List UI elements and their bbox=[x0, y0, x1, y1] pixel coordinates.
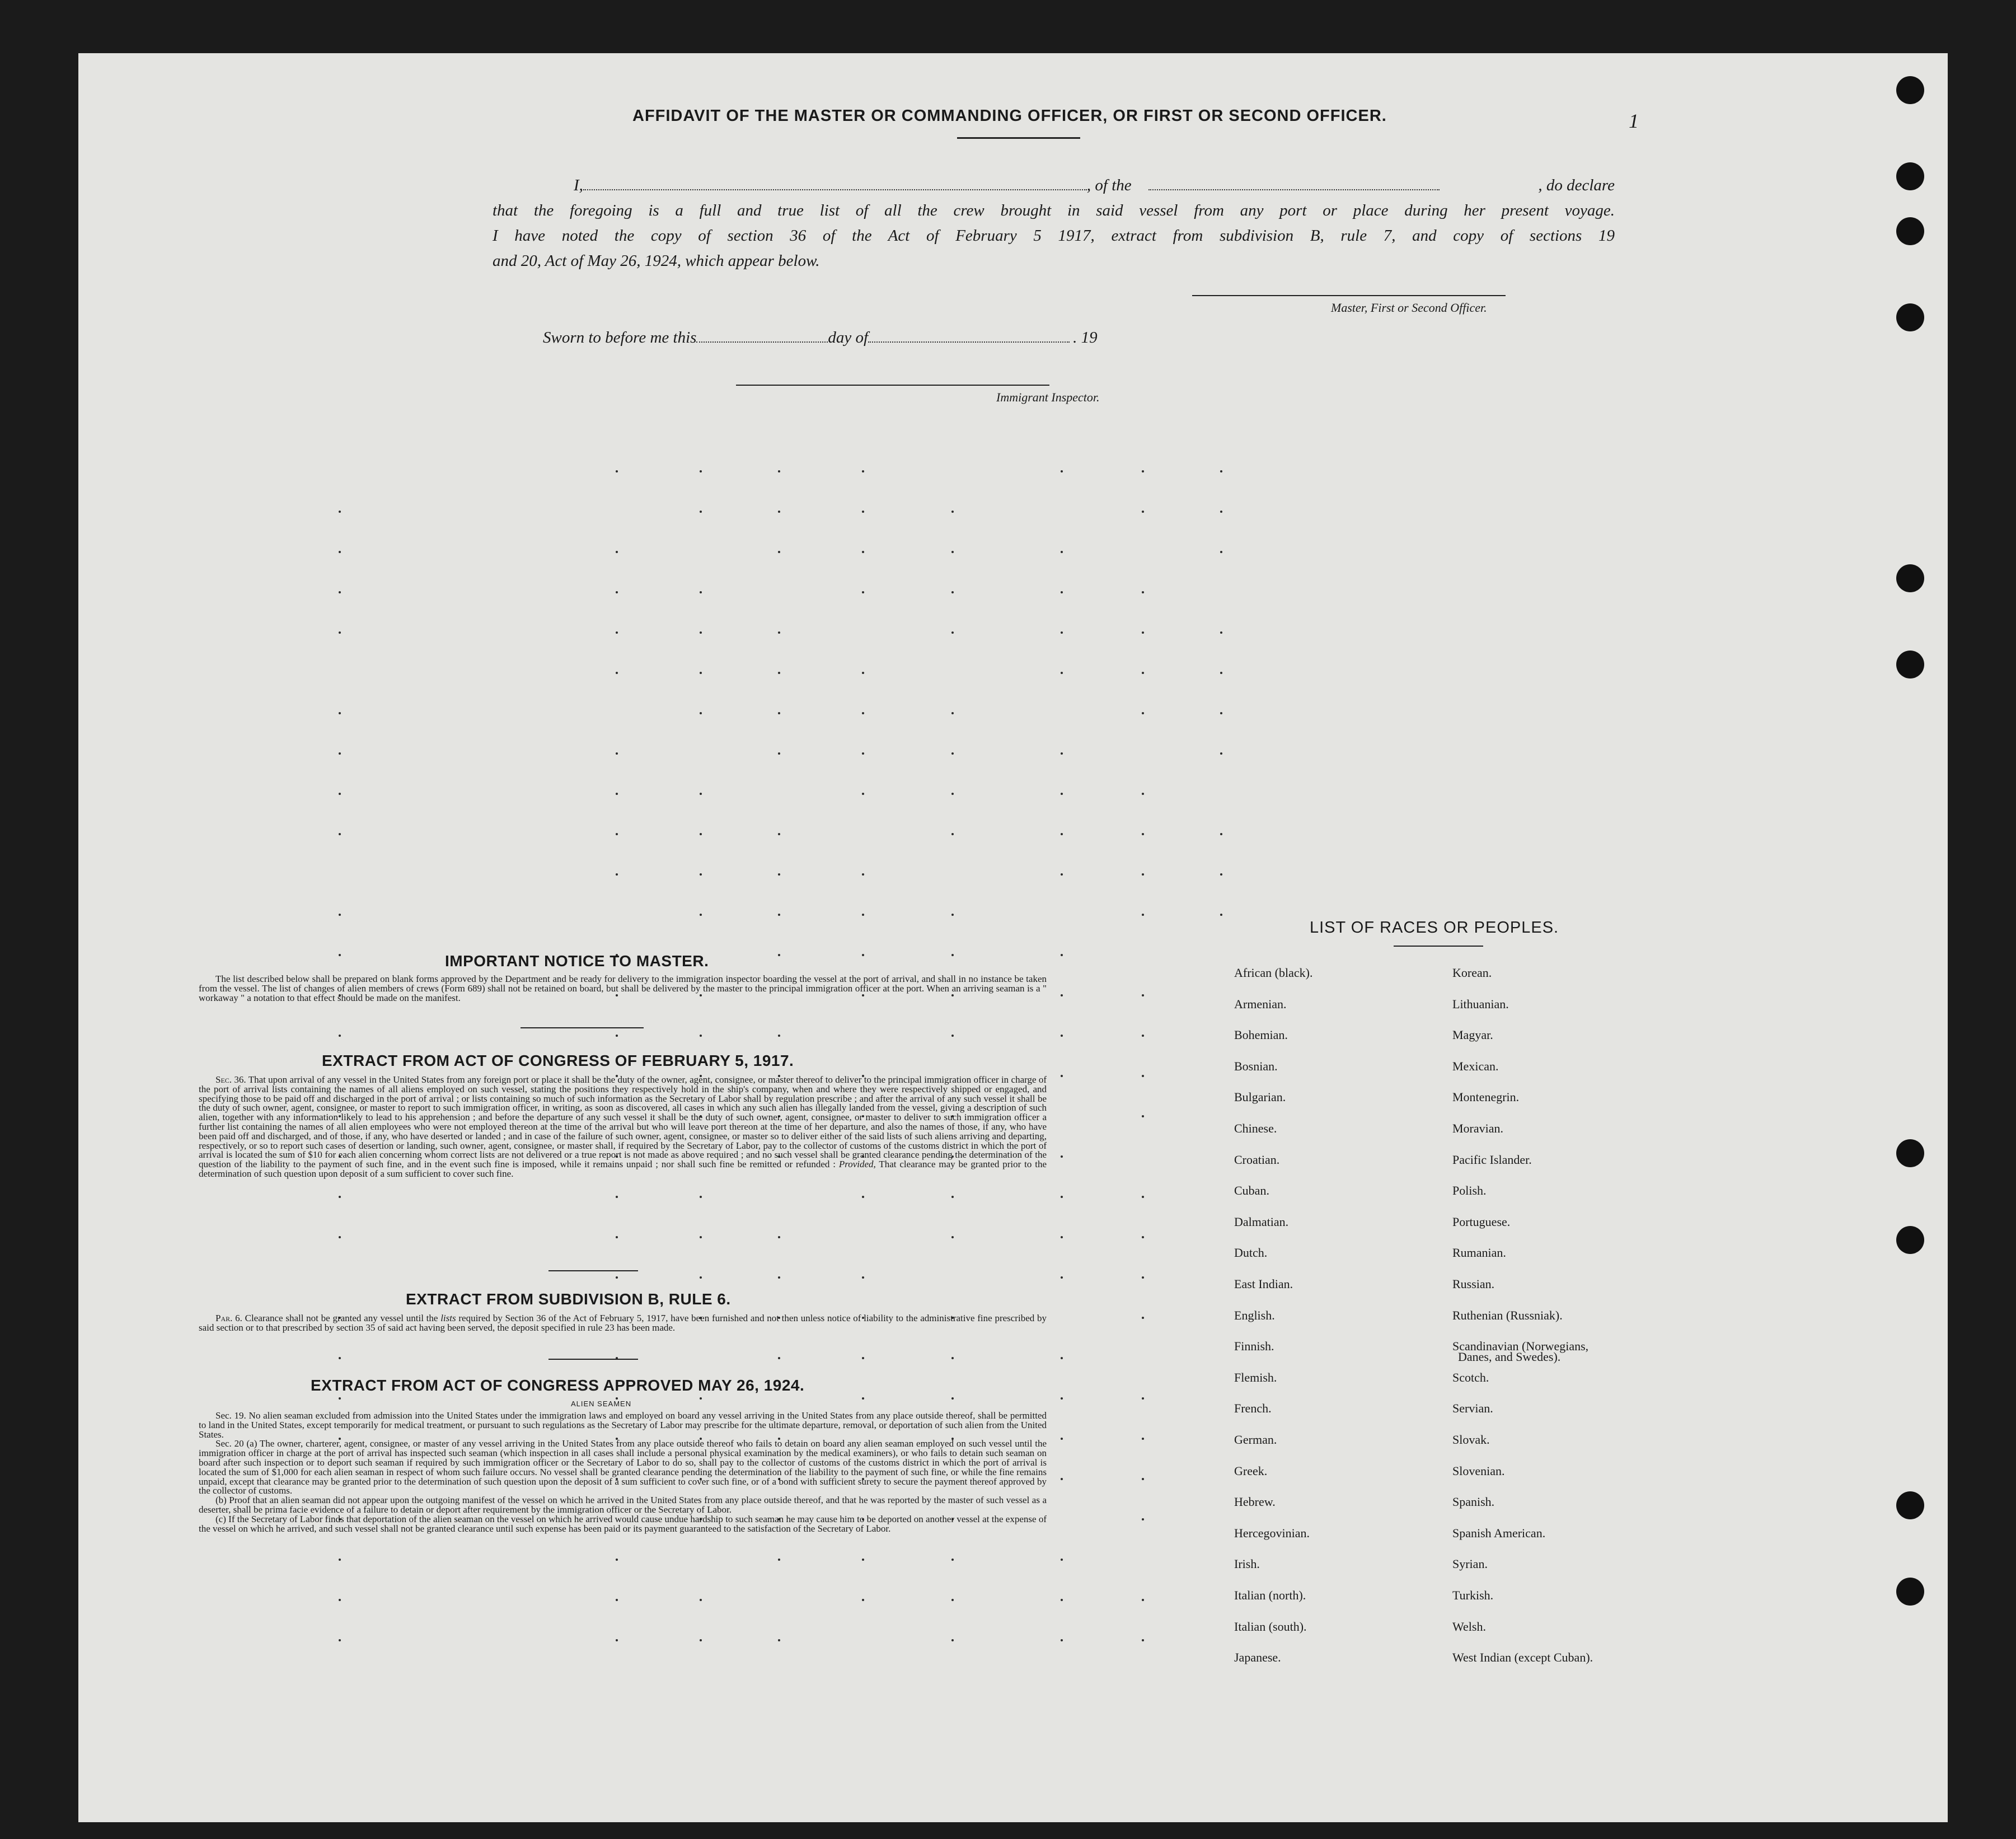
guide-dot bbox=[1142, 712, 1144, 714]
guide-dot bbox=[951, 591, 954, 593]
guide-dot bbox=[700, 793, 702, 795]
guide-dot bbox=[1220, 752, 1222, 755]
extract-1917-title: EXTRACT FROM ACT OF CONGRESS OF FEBRUARY 5, 1917. bbox=[322, 1052, 794, 1069]
guide-dot bbox=[1142, 511, 1144, 513]
guide-dot bbox=[778, 1236, 780, 1238]
race-item: West Indian (except Cuban). bbox=[1452, 1650, 1593, 1665]
guide-dot bbox=[700, 1599, 702, 1601]
race-item: African (black). bbox=[1234, 966, 1313, 980]
guide-dot bbox=[862, 1599, 864, 1601]
guide-dot bbox=[862, 752, 864, 755]
guide-dot bbox=[1220, 631, 1222, 634]
race-item: French. bbox=[1234, 1401, 1272, 1416]
notice-title: IMPORTANT NOTICE TO MASTER. bbox=[445, 952, 709, 970]
guide-dot bbox=[951, 793, 954, 795]
guide-dot bbox=[1142, 1035, 1144, 1037]
guide-dot bbox=[778, 672, 780, 674]
race-item: Cuban. bbox=[1234, 1183, 1269, 1198]
guide-dot bbox=[862, 1397, 864, 1400]
guide-dot bbox=[1061, 833, 1063, 835]
guide-dot bbox=[778, 833, 780, 835]
sworn-line bbox=[543, 329, 1098, 347]
extract-1917-text: That upon arrival of any vessel in the United States from any foreign port or place it shall be the duty of the owner, agent, consignee, or master thereof to deliver to the principal immigration officer in charge of the port of arrival lists containing the names of all aliens employed on such vessel, stating the positions they respectively hold in the ship's company, when and where they were respectively shipped or engaged, and specifying those to be paid off and discharged in the port of arrival ; or lists containing so much of such information as the Secretary of Labor shall by regulation prescribe ; and after the arrival of any such vessel it shall be the duty of such owner, agent, consignee, or master to report to such immigration officer, in writing, as soon as discovered, all cases in which any such alien has illegally landed from the vessel, giving a description of such alien, together with any information likely to lead to his apprehension ; and before the departure of any such vessel it shall be the duty of such owner, agent, consignee, or master to deliver to such immigration officer a further list containing the names of all alien employees who were not employed thereon at the time of the arrival but who will leave port thereon at the time of her departure, and also the names of those, if any, who have been paid off and discharged, and of those, if any, who have deserted or landed ; and in case of the failure of such owner, agent, consignee, or master so to deliver either of the said lists of such aliens arriving and departing, respectively, or so to report such cases of desertion or landing, such owner, agent, consignee, or master shall, if required by the Secretary of Labor, pay to the collector of customs of the customs district in which the port of arrival is located the sum of $10 for each alien concerning whom correct lists are not delivered or a true report is not made as above required ; and no such vessel shall be granted clearance pending the determination of the question of the liability to the payment of such fine, and in the event such fine is imposed, while it remains unpaid ; nor shall such fine be remitted or refunded : bbox=[199, 1074, 1047, 1170]
guide-dot bbox=[1061, 1478, 1063, 1480]
punch-hole bbox=[1896, 303, 1924, 331]
extract-1917-body bbox=[199, 1075, 1047, 1179]
race-item: Irish. bbox=[1234, 1557, 1260, 1571]
race-item: Italian (north). bbox=[1234, 1588, 1306, 1602]
race-item: Dutch. bbox=[1234, 1246, 1268, 1260]
race-item: Lithuanian. bbox=[1452, 996, 1509, 1011]
race-item: Rumanian. bbox=[1452, 1246, 1506, 1260]
race-item: Magyar. bbox=[1452, 1028, 1493, 1042]
extract-1924-subtitle: ALIEN SEAMEN bbox=[571, 1400, 632, 1408]
races-title-underline bbox=[1394, 946, 1483, 947]
guide-dot bbox=[1142, 1196, 1144, 1198]
guide-dot bbox=[700, 1236, 702, 1238]
guide-dot bbox=[951, 1599, 954, 1601]
sworn-text: Sworn to before me this bbox=[543, 329, 697, 347]
guide-dot bbox=[1142, 1478, 1144, 1480]
guide-dot bbox=[951, 712, 954, 714]
guide-dot bbox=[862, 914, 864, 916]
race-item: Moravian. bbox=[1452, 1121, 1504, 1135]
guide-dot bbox=[1142, 1276, 1144, 1279]
guide-dot bbox=[778, 1035, 780, 1037]
guide-dot bbox=[1220, 873, 1222, 876]
guide-dot bbox=[1061, 1357, 1063, 1359]
guide-dot bbox=[616, 793, 618, 795]
guide-dot bbox=[1061, 591, 1063, 593]
sworn-month-field[interactable] bbox=[868, 331, 1070, 343]
guide-dot bbox=[700, 672, 702, 674]
guide-dot bbox=[1061, 631, 1063, 634]
guide-dot bbox=[1142, 1236, 1144, 1238]
guide-dot bbox=[616, 631, 618, 634]
guide-dot bbox=[778, 511, 780, 513]
guide-dot bbox=[339, 1639, 341, 1641]
race-item: Turkish. bbox=[1452, 1588, 1494, 1602]
guide-dot bbox=[339, 1559, 341, 1561]
race-item: German. bbox=[1234, 1433, 1277, 1447]
guide-dot bbox=[951, 1397, 954, 1400]
extract-1917-provided: Provided, bbox=[838, 1159, 876, 1170]
vessel-name-field[interactable] bbox=[1148, 179, 1440, 190]
guide-dot bbox=[1220, 551, 1222, 553]
guide-dot bbox=[862, 470, 864, 472]
guide-dot bbox=[778, 873, 780, 876]
guide-dot bbox=[778, 1559, 780, 1561]
guide-dot bbox=[616, 1236, 618, 1238]
extract-1917-text-end: That clearance may be granted prior to the determination of such question upon deposit of a sum sufficient to cover such fine. bbox=[199, 1159, 1047, 1179]
guide-dot bbox=[700, 833, 702, 835]
extract-1924-sec20b: (b) Proof that an alien seaman did not appear upon the outgoing manifest of the vessel on which he arrived in the United States from any place outside thereof, and that he was reported by the master of such vessel as a deserter, shall be prima facie evidence of a failure to detain or deport after requirement by the immigration officer or the Secretary of Labor. bbox=[199, 1495, 1047, 1515]
guide-dot bbox=[951, 1196, 954, 1198]
race-item: Russian. bbox=[1452, 1277, 1495, 1291]
guide-dot bbox=[339, 833, 341, 835]
guide-dot bbox=[1061, 1236, 1063, 1238]
race-item: Welsh. bbox=[1452, 1619, 1486, 1634]
guide-dot bbox=[862, 1357, 864, 1359]
extract-1924-body bbox=[199, 1411, 1047, 1533]
guide-dot bbox=[1142, 1518, 1144, 1520]
guide-dot bbox=[778, 752, 780, 755]
guide-dot bbox=[1142, 470, 1144, 472]
guide-dot bbox=[1061, 1196, 1063, 1198]
race-item: Syrian. bbox=[1452, 1557, 1488, 1571]
race-item: Slovak. bbox=[1452, 1433, 1490, 1447]
guide-dot bbox=[700, 1196, 702, 1198]
guide-dot bbox=[339, 712, 341, 714]
guide-dot bbox=[1220, 511, 1222, 513]
race-item: Slovenian. bbox=[1452, 1463, 1505, 1478]
race-item: Montenegrin. bbox=[1452, 1090, 1520, 1105]
day-of-text: day of bbox=[828, 329, 869, 347]
race-item: East Indian. bbox=[1234, 1277, 1293, 1291]
guide-dot bbox=[1220, 470, 1222, 472]
race-item: Pacific Islander. bbox=[1452, 1152, 1532, 1167]
affidavit-title: AFFIDAVIT OF THE MASTER OR COMMANDING OFFICER, OR FIRST OR SECOND OFFICER. bbox=[632, 107, 1387, 125]
race-scandinavian-continued: Danes, and Swedes). bbox=[1458, 1350, 1561, 1364]
guide-dot bbox=[339, 1035, 341, 1037]
guide-dot bbox=[1061, 1639, 1063, 1641]
extract-b-text-a: Clearance shall not be granted any vessel until the bbox=[245, 1313, 438, 1323]
guide-dot bbox=[339, 1196, 341, 1198]
guide-dot bbox=[1061, 551, 1063, 553]
guide-dot bbox=[700, 914, 702, 916]
guide-dot bbox=[1061, 873, 1063, 876]
affidavit-declaration bbox=[493, 173, 1615, 274]
race-item: Ruthenian (Russniak). bbox=[1452, 1308, 1563, 1322]
punch-hole bbox=[1896, 651, 1924, 678]
inspector-label: Immigrant Inspector. bbox=[996, 390, 1100, 404]
guide-dot bbox=[339, 752, 341, 755]
guide-dot bbox=[1061, 752, 1063, 755]
guide-dot bbox=[778, 954, 780, 956]
race-item: Croatian. bbox=[1234, 1152, 1280, 1167]
race-item: Bohemian. bbox=[1234, 1028, 1288, 1042]
extract-b-title: EXTRACT FROM SUBDIVISION B, RULE 6. bbox=[406, 1290, 731, 1308]
guide-dot bbox=[862, 793, 864, 795]
guide-dot bbox=[862, 591, 864, 593]
guide-dot bbox=[700, 631, 702, 634]
punch-hole bbox=[1896, 564, 1924, 592]
guide-dot bbox=[1220, 833, 1222, 835]
guide-dot bbox=[1061, 793, 1063, 795]
inspector-signature-line[interactable] bbox=[736, 385, 1049, 386]
guide-dot bbox=[951, 752, 954, 755]
punch-hole bbox=[1896, 1139, 1924, 1167]
guide-dot bbox=[1220, 712, 1222, 714]
punch-hole bbox=[1896, 1226, 1924, 1254]
guide-dot bbox=[1061, 470, 1063, 472]
guide-dot bbox=[700, 873, 702, 876]
race-item: Korean. bbox=[1452, 966, 1492, 980]
guide-dot bbox=[1061, 672, 1063, 674]
guide-dot bbox=[862, 1196, 864, 1198]
declaration-of-the: , of the bbox=[1086, 176, 1132, 194]
guide-dot bbox=[951, 1559, 954, 1561]
guide-dot bbox=[616, 752, 618, 755]
guide-dot bbox=[778, 1357, 780, 1359]
guide-dot bbox=[951, 511, 954, 513]
extract-1924-sec19: Sec. 19. No alien seaman excluded from admission into the United States under the immigration laws and employed on board any vessel arriving in the United States from any place outside thereof, shall be permitted to land in the United States, except temporarily for medical treatment, or pursuant to such regulations as the Secretary of Labor may prescribe for the ultimate departure, removal, or deportation of such alien from the United States. bbox=[199, 1410, 1047, 1440]
master-signature-line[interactable] bbox=[1192, 295, 1506, 296]
race-item: Bulgarian. bbox=[1234, 1090, 1286, 1105]
guide-dot bbox=[862, 672, 864, 674]
guide-dot bbox=[1142, 1317, 1144, 1319]
guide-dot bbox=[339, 511, 341, 513]
guide-dot bbox=[1061, 1276, 1063, 1279]
race-item: Armenian. bbox=[1234, 996, 1287, 1011]
guide-dot bbox=[616, 1559, 618, 1561]
guide-dot bbox=[862, 954, 864, 956]
punch-hole bbox=[1896, 162, 1924, 190]
guide-dot bbox=[951, 1035, 954, 1037]
extract-b-divider bbox=[548, 1359, 638, 1360]
guide-dot bbox=[700, 1276, 702, 1279]
extract-1924-title: EXTRACT FROM ACT OF CONGRESS APPROVED MAY 26, 1924. bbox=[311, 1377, 805, 1394]
race-item: Spanish American. bbox=[1452, 1526, 1546, 1540]
guide-dot bbox=[951, 631, 954, 634]
guide-dot bbox=[339, 591, 341, 593]
guide-dot bbox=[700, 1639, 702, 1641]
race-item: Greek. bbox=[1234, 1463, 1268, 1478]
title-underline bbox=[957, 137, 1080, 139]
guide-dot bbox=[1220, 672, 1222, 674]
extract-1917-section: Sec. 36. bbox=[215, 1074, 246, 1085]
declaration-i: I, bbox=[574, 176, 583, 194]
race-item: Polish. bbox=[1452, 1183, 1487, 1198]
guide-dot bbox=[339, 954, 341, 956]
extract-1924-sec20c: (c) If the Secretary of Labor finds that deportation of the alien seaman on the vessel on which he arrived would cause undue hardship to such seaman he may cause him to be deported on another vessel at the expense of the vessel on which he arrived, and such vessel shall not be granted clearance until such expense has been paid or its payment guaranteed to the satisfaction of the Secretary of Labor. bbox=[199, 1513, 1047, 1534]
guide-dot bbox=[1142, 1397, 1144, 1400]
race-item: Flemish. bbox=[1234, 1370, 1277, 1384]
race-item: Bosnian. bbox=[1234, 1059, 1278, 1073]
guide-dot bbox=[1142, 873, 1144, 876]
races-title: LIST OF RACES OR PEOPLES. bbox=[1310, 919, 1559, 937]
guide-dot bbox=[1142, 1115, 1144, 1117]
guide-dot bbox=[1142, 1599, 1144, 1601]
guide-dot bbox=[616, 551, 618, 553]
guide-dot bbox=[339, 914, 341, 916]
guide-dot bbox=[700, 1035, 702, 1037]
guide-dot bbox=[1061, 1075, 1063, 1077]
guide-dot bbox=[1142, 672, 1144, 674]
guide-dot bbox=[951, 1639, 954, 1641]
guide-dot bbox=[778, 631, 780, 634]
punch-hole bbox=[1896, 1491, 1924, 1519]
guide-dot bbox=[1142, 1639, 1144, 1641]
guide-dot bbox=[1061, 954, 1063, 956]
guide-dot bbox=[1061, 1438, 1063, 1440]
guide-dot bbox=[951, 1357, 954, 1359]
guide-dot bbox=[616, 1599, 618, 1601]
guide-dot bbox=[616, 833, 618, 835]
extract-b-lists: lists bbox=[440, 1313, 456, 1323]
guide-dot bbox=[862, 511, 864, 513]
race-item: Chinese. bbox=[1234, 1121, 1277, 1135]
guide-dot bbox=[778, 914, 780, 916]
guide-dot bbox=[1142, 914, 1144, 916]
guide-dot bbox=[339, 1357, 341, 1359]
declaration-line-2: that the foregoing is a full and true list of all the crew brought in said vessel from any port or place during her present voyage. bbox=[493, 202, 1615, 219]
race-item: Hercegovinian. bbox=[1234, 1526, 1310, 1540]
punch-hole bbox=[1896, 217, 1924, 245]
guide-dot bbox=[339, 793, 341, 795]
guide-dot bbox=[339, 1397, 341, 1400]
declaration-do-declare: , do declare bbox=[1538, 176, 1615, 194]
race-item: Dalmatian. bbox=[1234, 1214, 1289, 1229]
guide-dot bbox=[862, 1559, 864, 1561]
guide-dot bbox=[700, 511, 702, 513]
guide-dot bbox=[778, 470, 780, 472]
guide-dot bbox=[862, 712, 864, 714]
guide-dot bbox=[951, 833, 954, 835]
guide-dot bbox=[862, 1276, 864, 1279]
guide-dot bbox=[700, 1397, 702, 1400]
guide-dot bbox=[1142, 1075, 1144, 1077]
declaration-line-4: and 20, Act of May 26, 1924, which appear below. bbox=[493, 252, 820, 270]
master-name-field[interactable] bbox=[583, 179, 1087, 190]
guide-dot bbox=[700, 712, 702, 714]
guide-dot bbox=[1142, 631, 1144, 634]
race-item: Finnish. bbox=[1234, 1339, 1274, 1354]
race-item: Portuguese. bbox=[1452, 1214, 1511, 1229]
guide-dot bbox=[951, 954, 954, 956]
declaration-line-3: I have noted the copy of section 36 of the Act of February 5 1917, extract from subdivision B, rule 7, and copy of sections 19 bbox=[493, 227, 1615, 245]
guide-dot bbox=[616, 672, 618, 674]
extract-1924-sec20a: Sec. 20 (a) The owner, charterer, agent, consignee, or master of any vessel arriving in the United States from any place outside thereof who fails to detain on board any alien seaman employed on such vessel until the immigration officer in charge at the port of arrival has inspected such seaman (which inspection in all cases shall include a personal physical examination by the medical examiners), or who fails to detain such seaman on board after such inspection or to deport such seaman if required by such immigration officer or the Secretary of Labor to do so, shall pay to the collector of customs of the customs district in which the port of arrival is located the sum of $1,000 for each alien seaman in respect of whom such failure occurs. No vessel shall be granted clearance pending the determination of the liability to the payment of such fine, or while the fine remains unpaid, except that clearance may be granted prior to the determination of such question upon the deposit of a sum sufficient to cover such fine, or of a bond with sufficient surety to secure the payment thereof approved by the collector of customs. bbox=[199, 1438, 1047, 1496]
guide-dot bbox=[616, 591, 618, 593]
extract-b-text-b: required by Section 36 of the Act of February 5, 1917, have been furnished and not then unless notice of liability to the administrative fine prescribed by said section or to that prescribed by section 35 of said act having been served, the deposit specified in rule 23 has been made. bbox=[199, 1313, 1047, 1333]
race-item: English. bbox=[1234, 1308, 1275, 1322]
guide-dot bbox=[951, 914, 954, 916]
guide-dot bbox=[339, 631, 341, 634]
guide-dot bbox=[1061, 1599, 1063, 1601]
guide-dot bbox=[616, 470, 618, 472]
guide-dot bbox=[862, 551, 864, 553]
race-item: Scandinavian (Norwegians, bbox=[1452, 1339, 1589, 1354]
guide-dot bbox=[951, 551, 954, 553]
sworn-day-field[interactable] bbox=[696, 331, 828, 343]
guide-dot bbox=[339, 1236, 341, 1238]
race-item: Japanese. bbox=[1234, 1650, 1281, 1665]
guide-dot bbox=[339, 551, 341, 553]
guide-dot bbox=[951, 1236, 954, 1238]
guide-dot bbox=[778, 712, 780, 714]
race-item: Italian (south). bbox=[1234, 1619, 1307, 1634]
guide-dot bbox=[616, 873, 618, 876]
document-page bbox=[78, 53, 1948, 1822]
notice-divider bbox=[521, 1027, 644, 1028]
guide-dot bbox=[1061, 994, 1063, 996]
guide-dot bbox=[862, 873, 864, 876]
guide-dot bbox=[778, 1639, 780, 1641]
master-signature-label: Master, First or Second Officer. bbox=[1331, 301, 1487, 315]
guide-dot bbox=[1142, 591, 1144, 593]
guide-dot bbox=[778, 551, 780, 553]
guide-dot bbox=[1220, 914, 1222, 916]
guide-dot bbox=[1061, 1035, 1063, 1037]
notice-body: The list described below shall be prepared on blank forms approved by the Department and be ready for delivery to the immigration inspector boarding the vessel at the port of arrival, and shall in no instance be taken from the vessel. The list of changes of alien members of crews (Form 689) shall not be retained on board, but shall be delivered by the master to the principal immigration officer at the port. When an arriving seaman is a " workaway " a notation to that effect should be made on the manifest. bbox=[199, 974, 1047, 1003]
extract-1917-divider bbox=[548, 1270, 638, 1271]
guide-dot bbox=[1061, 1559, 1063, 1561]
guide-dot bbox=[1061, 1155, 1063, 1158]
race-item: Spanish. bbox=[1452, 1495, 1495, 1509]
race-item: Mexican. bbox=[1452, 1059, 1499, 1073]
guide-dot bbox=[616, 1639, 618, 1641]
extract-b-paragraph: Par. 6. bbox=[215, 1313, 242, 1323]
guide-dot bbox=[700, 470, 702, 472]
guide-dot bbox=[616, 1276, 618, 1279]
race-item: Servian. bbox=[1452, 1401, 1493, 1416]
punch-hole bbox=[1896, 76, 1924, 104]
race-item: Scotch. bbox=[1452, 1370, 1489, 1384]
guide-dot bbox=[1142, 833, 1144, 835]
guide-dot bbox=[1142, 994, 1144, 996]
guide-dot bbox=[616, 1035, 618, 1037]
page-number-mark: 1 bbox=[1629, 110, 1639, 132]
guide-dot bbox=[339, 1599, 341, 1601]
punch-hole bbox=[1896, 1578, 1924, 1606]
guide-dot bbox=[1061, 1397, 1063, 1400]
guide-dot bbox=[1142, 1438, 1144, 1440]
year-19-text: . 19 bbox=[1073, 329, 1098, 347]
extract-b-body bbox=[199, 1314, 1047, 1333]
guide-dot bbox=[616, 1196, 618, 1198]
guide-dot bbox=[778, 1276, 780, 1279]
race-item: Hebrew. bbox=[1234, 1495, 1276, 1509]
guide-dot bbox=[700, 591, 702, 593]
guide-dot bbox=[1142, 793, 1144, 795]
